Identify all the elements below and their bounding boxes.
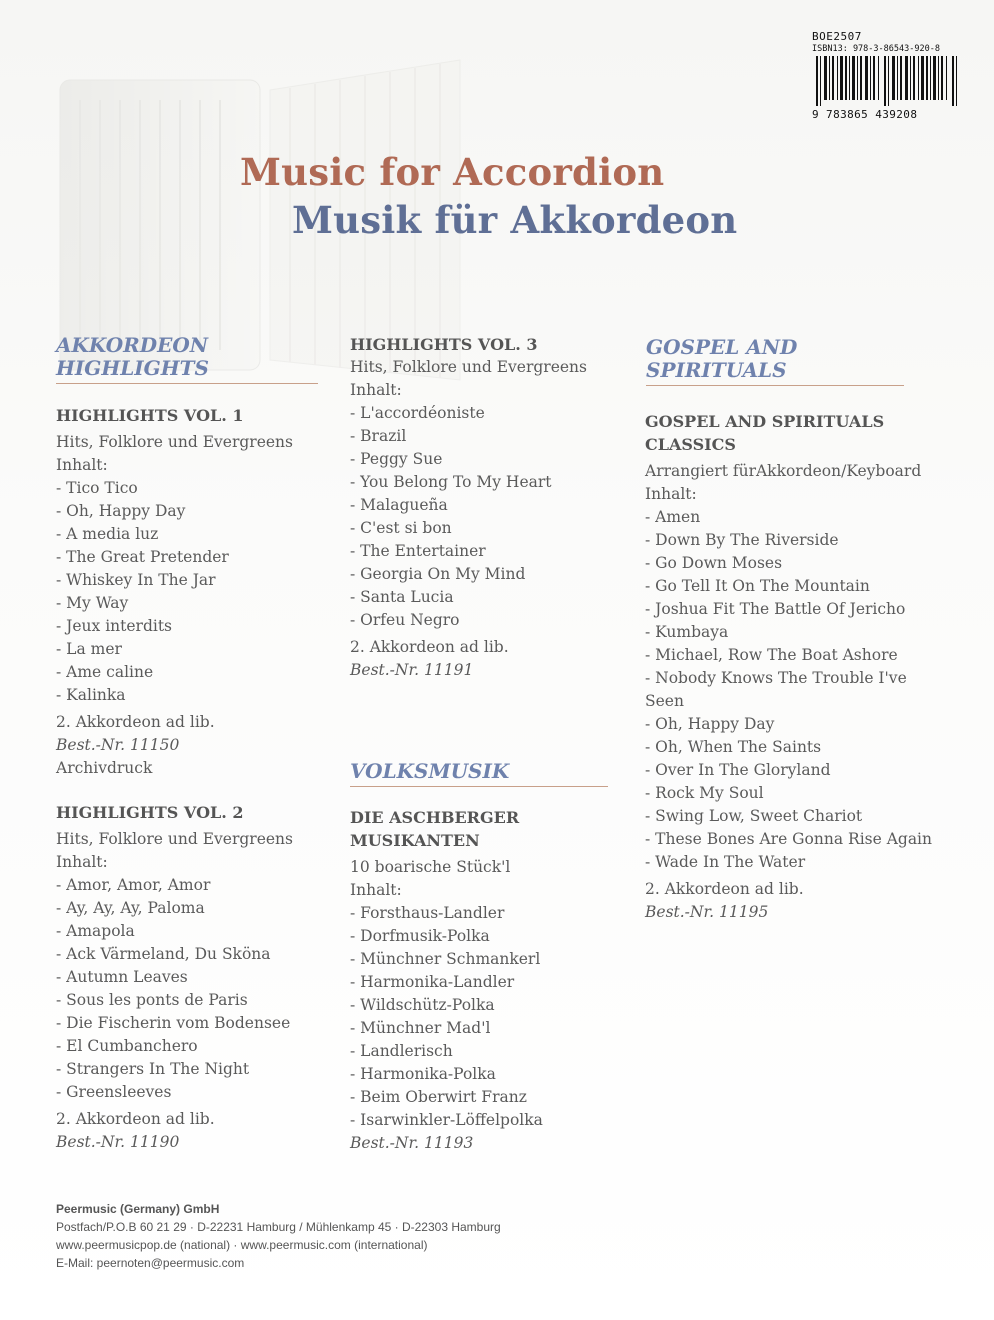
list-item: - Dorfmusik-Polka	[350, 927, 490, 945]
book-title-line1: DIE ASCHBERGER	[350, 808, 520, 827]
barcode-digits: 9 783865 439208	[812, 108, 918, 121]
list-item: - Jeux interdits	[56, 617, 173, 635]
track-list	[56, 477, 316, 707]
list-item: - Nobody Knows The Trouble I've Seen	[645, 669, 907, 710]
list-item: - Oh, Happy Day	[56, 502, 186, 520]
product-code: BOE2507	[812, 30, 862, 43]
publisher-email: E-Mail: peernoten@peermusic.com	[56, 1256, 245, 1270]
list-item: - The Great Pretender	[56, 548, 229, 566]
list-item: - Autumn Leaves	[56, 968, 188, 986]
contents-label: Inhalt:	[56, 456, 108, 474]
list-item: - Brazil	[350, 427, 407, 445]
section-heading-gospel: GOSPEL AND SPIRITUALS	[646, 336, 904, 386]
list-item: - You Belong To My Heart	[350, 473, 552, 491]
contents-label: Inhalt:	[350, 881, 402, 899]
list-item: - Oh, Happy Day	[645, 715, 775, 733]
list-item: - Amen	[645, 508, 701, 526]
order-number: Best.-Nr. 11191	[350, 661, 474, 679]
list-item: - Münchner Schmankerl	[350, 950, 541, 968]
book-subtitle: Arrangiert fürAkkordeon/Keyboard	[645, 462, 922, 480]
book-subtitle: Hits, Folklore und Evergreens	[56, 433, 293, 451]
publisher-address: Postfach/P.O.B 60 21 29 · D-22231 Hamburg / Mühlenkamp 45 · D-22303 Hamburg	[56, 1220, 501, 1234]
contents-label: Inhalt:	[56, 853, 108, 871]
book-note: 2. Akkordeon ad lib.	[56, 1110, 215, 1128]
order-number: Best.-Nr. 11195	[645, 903, 769, 921]
list-item: - Joshua Fit The Battle Of Jericho	[645, 600, 906, 618]
list-item: - Harmonika-Polka	[350, 1065, 496, 1083]
list-item: - Sous les ponts de Paris	[56, 991, 248, 1009]
order-number: Best.-Nr. 11150	[56, 736, 180, 754]
list-item: - Ame caline	[56, 663, 154, 681]
order-number: Best.-Nr. 11190	[56, 1133, 180, 1151]
publisher-footer	[56, 1200, 501, 1272]
book-title-line2: MUSIKANTEN	[350, 831, 480, 850]
book-subtitle: Hits, Folklore und Evergreens	[350, 358, 587, 376]
book-title: HIGHLIGHTS VOL. 3	[350, 335, 538, 354]
book-subtitle: Hits, Folklore und Evergreens	[56, 830, 293, 848]
list-item: - Die Fischerin vom Bodensee	[56, 1014, 291, 1032]
list-item: - Down By The Riverside	[645, 531, 839, 549]
section-heading-akkordeon: AKKORDEON HIGHLIGHTS	[56, 334, 318, 384]
list-item: - Georgia On My Mind	[350, 565, 526, 583]
list-item: - Rock My Soul	[645, 784, 764, 802]
order-number: Best.-Nr. 11193	[350, 1134, 474, 1152]
book-highlights-vol2	[56, 801, 316, 1154]
list-item: - C'est si bon	[350, 519, 452, 537]
book-note: 2. Akkordeon ad lib.	[645, 880, 804, 898]
track-list	[350, 402, 610, 632]
list-item: - Wildschütz-Polka	[350, 996, 495, 1014]
book-aschberger	[350, 806, 610, 1155]
list-item: - Landlerisch	[350, 1042, 453, 1060]
list-item: - Ay, Ay, Ay, Paloma	[56, 899, 205, 917]
list-item: - Beim Oberwirt Franz	[350, 1088, 527, 1106]
list-item: - Whiskey In The Jar	[56, 571, 216, 589]
list-item: - Greensleeves	[56, 1083, 172, 1101]
list-item: - Kalinka	[56, 686, 126, 704]
list-item: - Tico Tico	[56, 479, 138, 497]
book-title-line1: GOSPEL AND SPIRITUALS	[645, 412, 885, 431]
list-item: - Peggy Sue	[350, 450, 443, 468]
list-item: - Ack Värmeland, Du Sköna	[56, 945, 271, 963]
list-item: - Swing Low, Sweet Chariot	[645, 807, 863, 825]
book-title: HIGHLIGHTS VOL. 1	[56, 406, 244, 425]
list-item: - Malagueña	[350, 496, 448, 514]
barcode-block	[812, 30, 972, 121]
archive-note: Archivdruck	[56, 759, 153, 777]
list-item: - Go Tell It On The Mountain	[645, 577, 870, 595]
list-item: - Orfeu Negro	[350, 611, 460, 629]
list-item: - Amapola	[56, 922, 135, 940]
list-item: - Amor, Amor, Amor	[56, 876, 211, 894]
list-item: - My Way	[56, 594, 129, 612]
book-title	[350, 806, 610, 852]
book-title: HIGHLIGHTS VOL. 2	[56, 803, 244, 822]
list-item: - Wade In The Water	[645, 853, 806, 871]
list-item: - Oh, When The Saints	[645, 738, 822, 756]
book-note: 2. Akkordeon ad lib.	[56, 713, 215, 731]
book-subtitle: 10 boarische Stück'l	[350, 858, 511, 876]
list-item: - Santa Lucia	[350, 588, 454, 606]
list-item: - El Cumbanchero	[56, 1037, 198, 1055]
list-item: - L'accordéoniste	[350, 404, 485, 422]
list-item: - The Entertainer	[350, 542, 486, 560]
book-title-line2: CLASSICS	[645, 435, 736, 454]
list-item: - Kumbaya	[645, 623, 729, 641]
list-item: - Münchner Mad'l	[350, 1019, 491, 1037]
track-list	[645, 506, 945, 874]
isbn-label: ISBN13: 978-3-86543-920-8	[812, 44, 940, 54]
book-highlights-vol3	[350, 333, 610, 682]
barcode-icon	[812, 56, 962, 106]
title-german: Musik für Akkordeon	[292, 198, 738, 242]
contents-label: Inhalt:	[645, 485, 697, 503]
list-item: - Michael, Row The Boat Ashore	[645, 646, 898, 664]
book-title	[645, 410, 945, 456]
book-highlights-vol1	[56, 404, 316, 780]
title-english: Music for Accordion	[240, 150, 665, 194]
list-item: - Forsthaus-Landler	[350, 904, 505, 922]
contents-label: Inhalt:	[350, 381, 402, 399]
track-list	[56, 874, 316, 1104]
list-item: - Harmonika-Landler	[350, 973, 515, 991]
list-item: - Go Down Moses	[645, 554, 783, 572]
list-item: - Strangers In The Night	[56, 1060, 250, 1078]
list-item: - These Bones Are Gonna Rise Again	[645, 830, 932, 848]
list-item: - Isarwinkler-Löffelpolka	[350, 1111, 543, 1129]
list-item: - La mer	[56, 640, 122, 658]
track-list	[350, 902, 610, 1132]
list-item: - Over In The Gloryland	[645, 761, 831, 779]
publisher-name: Peermusic (Germany) GmbH	[56, 1202, 220, 1216]
book-note: 2. Akkordeon ad lib.	[350, 638, 509, 656]
list-item: - A media luz	[56, 525, 159, 543]
section-heading-volksmusik: VOLKSMUSIK	[350, 760, 608, 787]
book-gospel-classics	[645, 410, 945, 924]
publisher-websites: www.peermusicpop.de (national) · www.peermusic.com (international)	[56, 1238, 428, 1252]
